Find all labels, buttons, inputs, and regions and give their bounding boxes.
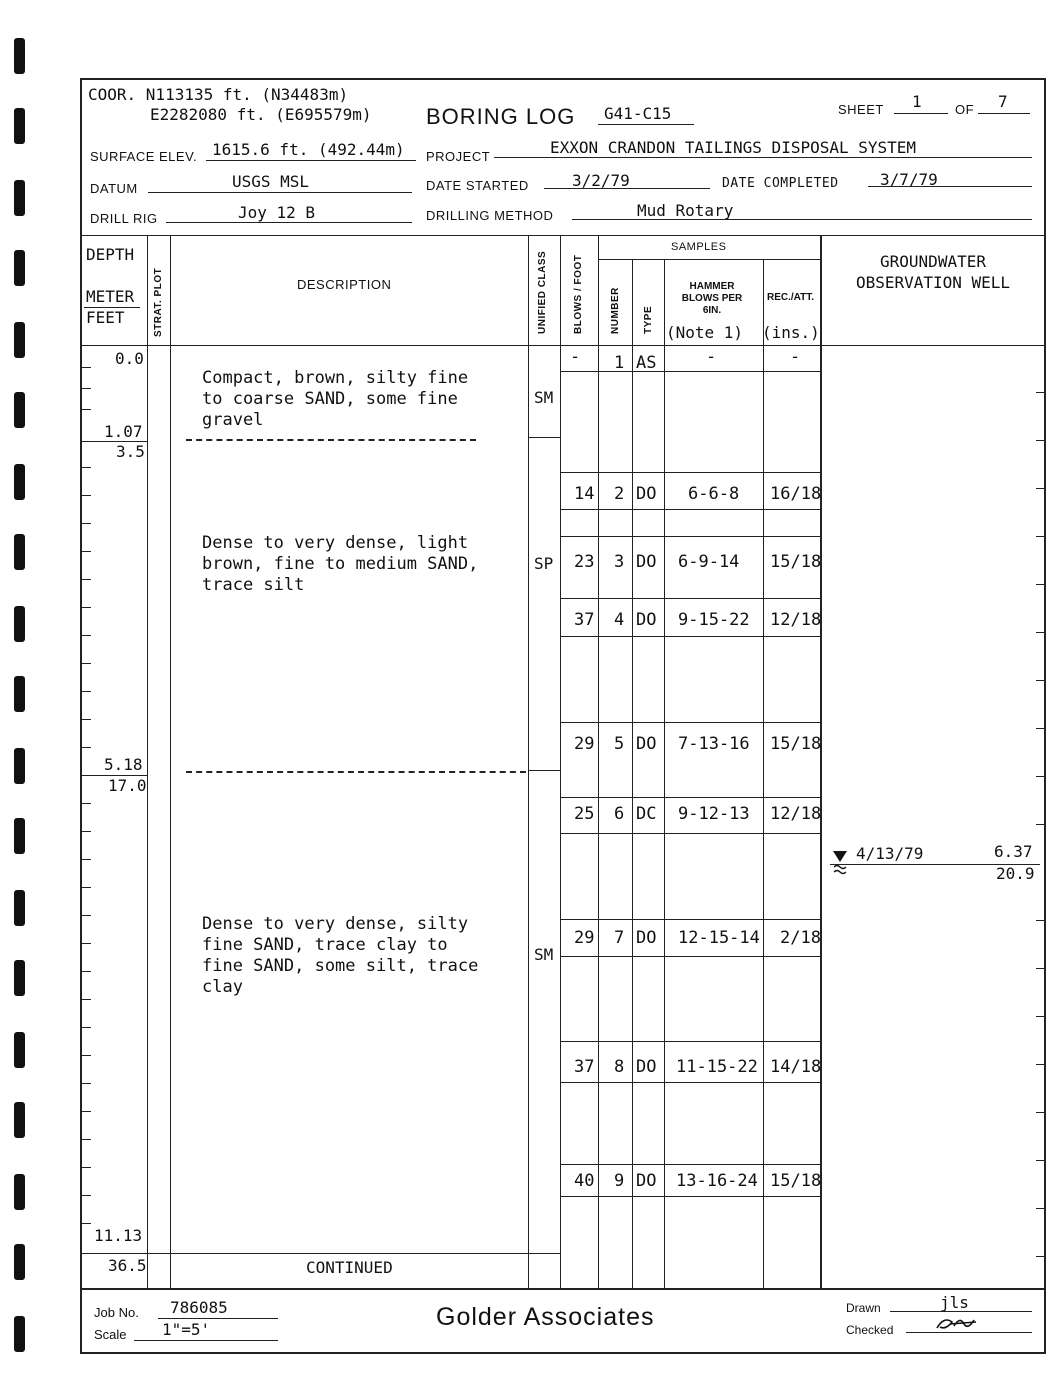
grid-line <box>560 472 820 473</box>
depth-tick <box>80 831 91 832</box>
depth-tick <box>80 523 91 524</box>
binder-hole <box>14 534 25 570</box>
drilling-method: Mud Rotary <box>637 201 734 220</box>
depth-tick <box>1036 1112 1046 1113</box>
binder-hole <box>14 250 25 286</box>
depth-tick <box>1036 824 1046 825</box>
scale-label: Scale <box>94 1327 127 1342</box>
number-cell: 4 <box>614 610 625 630</box>
depth-tick <box>1036 632 1046 633</box>
checked-underline <box>906 1332 1032 1333</box>
hammer-cell: 12-15-14 <box>678 928 760 948</box>
grid-line <box>560 509 820 510</box>
company-name: Golder Associates <box>436 1303 655 1331</box>
checked-signature <box>934 1312 982 1334</box>
description-header: DESCRIPTION <box>297 277 392 292</box>
depth-mark-feet: 3.5 <box>116 442 145 461</box>
drawn-label: Drawn <box>846 1301 881 1315</box>
depth-tick <box>80 1111 91 1112</box>
binder-hole <box>14 392 25 428</box>
stratum-description: Dense to very dense, silty fine SAND, trace clay to fine SAND, some silt, trace clay <box>202 914 479 997</box>
depth-tick <box>1036 920 1046 921</box>
hammer-cell: 13-16-24 <box>676 1171 758 1191</box>
grid-line <box>80 1288 1046 1290</box>
page-title: BORING LOG <box>426 104 576 129</box>
type-cell: DO <box>636 734 657 754</box>
date-completed-label: DATE COMPLETED <box>722 176 839 191</box>
rec-cell: 2/18 <box>780 928 821 948</box>
depth-tick <box>80 1223 91 1224</box>
blows-cell: 14 <box>574 484 595 504</box>
depth-tick <box>80 367 91 368</box>
hammer-blows-header: HAMMER BLOWS PER 6IN. <box>681 281 743 316</box>
datum-underline <box>148 192 412 193</box>
rec-att-header: REC./ATT. <box>767 292 815 303</box>
meter-header: METER <box>86 287 135 306</box>
binder-hole <box>14 1244 25 1280</box>
hammer-note: (Note 1) <box>666 323 744 342</box>
number-header: NUMBER <box>610 287 621 334</box>
grid-line <box>664 259 665 1288</box>
number-cell: 1 <box>614 353 625 373</box>
depth-tick <box>80 663 91 664</box>
hammer-cell: 9-12-13 <box>678 804 750 824</box>
groundwater-date: 4/13/79 <box>856 844 924 863</box>
binder-hole <box>14 1032 25 1068</box>
binder-hole <box>14 322 25 358</box>
depth-tick <box>80 1139 91 1140</box>
binder-hole <box>14 1102 25 1138</box>
grid-line <box>560 956 820 957</box>
depth-tick <box>1036 680 1046 681</box>
date-completed: 3/7/79 <box>880 170 938 189</box>
grid-line <box>80 235 1046 236</box>
rec-cell: 16/18 <box>770 484 822 504</box>
depth-tick <box>80 915 91 916</box>
rec-cell: 12/18 <box>770 804 822 824</box>
continued-label: CONTINUED <box>306 1258 393 1277</box>
surface-elev-underline <box>206 160 416 161</box>
depth-tick <box>80 719 91 720</box>
binder-hole <box>14 464 25 500</box>
number-cell: 2 <box>614 484 625 504</box>
blows-cell: 29 <box>574 734 595 754</box>
project-label: PROJECT <box>426 149 491 164</box>
depth-tick <box>80 579 91 580</box>
blows-cell: 40 <box>574 1171 595 1191</box>
rec-cell: 15/18 <box>770 734 822 754</box>
rec-cell: 12/18 <box>770 610 822 630</box>
grid-line <box>560 371 820 372</box>
sheet-total-underline <box>978 113 1030 114</box>
datum-value: USGS MSL <box>232 172 310 191</box>
hammer-cell: 6-9-14 <box>678 552 740 572</box>
grid-line <box>560 722 820 723</box>
rec-cell: 15/18 <box>770 552 822 572</box>
grid-line <box>820 235 822 1288</box>
binder-hole <box>14 1174 25 1210</box>
depth-tick <box>80 971 91 972</box>
binder-hole <box>14 606 25 642</box>
depth-tick <box>80 1027 91 1028</box>
type-header: TYPE <box>643 305 654 334</box>
depth-tick <box>1036 728 1046 729</box>
depth-tick <box>80 495 91 496</box>
binder-hole <box>14 676 25 712</box>
strat-plot-header: STRAT. PLOT <box>153 267 164 337</box>
samples-header: SAMPLES <box>671 241 727 253</box>
depth-tick <box>1036 536 1046 537</box>
stratum-class: SM <box>534 945 554 964</box>
depth-tick <box>1036 1256 1046 1257</box>
depth-tick <box>80 887 91 888</box>
rec-cell: 14/18 <box>770 1057 822 1077</box>
groundwater-depth-meter: 6.37 <box>994 842 1033 861</box>
binder-hole <box>14 890 25 926</box>
grid-line <box>560 536 820 537</box>
stratum-boundary <box>186 771 526 773</box>
rec-cell: - <box>790 347 801 367</box>
depth-tick <box>1036 1208 1046 1209</box>
date-started-label: DATE STARTED <box>426 178 529 193</box>
grid-line <box>598 235 599 1288</box>
depth-mark-meter: 11.13 <box>94 1226 143 1245</box>
scale-underline <box>134 1340 278 1341</box>
depth-tick <box>80 803 91 804</box>
grid-line <box>147 235 148 1288</box>
grid-line <box>560 636 820 637</box>
grid-line <box>560 1082 820 1083</box>
grid-line <box>528 437 560 438</box>
project-underline <box>494 157 1032 158</box>
drilling-method-label: DRILLING METHOD <box>426 208 554 223</box>
type-cell: DO <box>636 552 657 572</box>
grid-line <box>528 235 529 1288</box>
coordinates-north: COOR. N113135 ft. (N34483m) <box>88 85 349 104</box>
grid-line <box>528 770 560 771</box>
depth-tick <box>1036 776 1046 777</box>
depth-tick <box>80 467 91 468</box>
hammer-cell: 9-15-22 <box>678 610 750 630</box>
number-cell: 9 <box>614 1171 625 1191</box>
blows-cell: 23 <box>574 552 595 572</box>
sheet-total: 7 <box>998 92 1008 111</box>
stratum-boundary <box>186 439 476 441</box>
binder-hole <box>14 38 25 74</box>
depth-tick <box>80 551 91 552</box>
depth-mark-meter: 5.18 <box>104 755 143 774</box>
sheet-label: SHEET <box>838 102 884 117</box>
blows-cell: 37 <box>574 1057 595 1077</box>
hammer-cell: 7-13-16 <box>678 734 750 754</box>
depth-mark-meter: 1.07 <box>104 422 143 441</box>
binder-hole <box>14 818 25 854</box>
scale-value: 1"=5' <box>162 1320 211 1339</box>
depth-tick <box>1036 1160 1046 1161</box>
log-id-underline <box>598 124 694 125</box>
drill-rig: Joy 12 B <box>238 203 316 222</box>
log-id: G41-C15 <box>604 104 672 123</box>
date-started-underline <box>544 188 710 189</box>
drawn-initials: jls <box>940 1293 969 1312</box>
hammer-cell: 11-15-22 <box>676 1057 758 1077</box>
drilling-method-underline <box>572 219 1032 220</box>
number-cell: 6 <box>614 804 625 824</box>
type-cell: AS <box>636 353 657 373</box>
depth-tick <box>80 1055 91 1056</box>
feet-header: FEET <box>86 308 125 327</box>
hammer-cell: 6-6-8 <box>688 484 740 504</box>
surface-elev-label: SURFACE ELEV. <box>90 149 198 164</box>
grid-line <box>560 1164 820 1165</box>
type-cell: DO <box>636 1057 657 1077</box>
depth-tick <box>1036 488 1046 489</box>
job-number: 786085 <box>170 1298 228 1317</box>
grid-line <box>560 919 820 920</box>
grid-line <box>560 797 820 798</box>
depth-tick <box>1036 1064 1046 1065</box>
of-label: OF <box>955 102 975 117</box>
grid-line <box>763 259 764 1288</box>
depth-tick <box>80 607 91 608</box>
binder-hole <box>14 960 25 996</box>
grid-line <box>632 259 633 1288</box>
sheet-underline <box>894 113 948 114</box>
depth-tick <box>80 747 91 748</box>
depth-tick <box>80 635 91 636</box>
depth-tick <box>1036 584 1046 585</box>
type-cell: DO <box>636 1171 657 1191</box>
number-cell: 7 <box>614 928 625 948</box>
depth-tick <box>80 691 91 692</box>
type-cell: DO <box>636 928 657 948</box>
grid-line <box>560 1041 820 1042</box>
binder-hole <box>14 748 25 784</box>
stratum-description: Compact, brown, silty fine to coarse SAND, some fine gravel <box>202 368 469 430</box>
grid-line <box>560 235 561 1288</box>
grid-line <box>560 833 820 834</box>
datum-label: DATUM <box>90 181 138 196</box>
blows-cell: 25 <box>574 804 595 824</box>
binder-hole <box>14 108 25 144</box>
grid-line <box>560 1196 820 1197</box>
job-number-underline <box>158 1318 278 1319</box>
depth-mark-feet: 36.5 <box>108 1256 147 1275</box>
rec-cell: 15/18 <box>770 1171 822 1191</box>
depth-header: DEPTH <box>86 245 135 264</box>
number-cell: 8 <box>614 1057 625 1077</box>
depth-mark-feet: 17.0 <box>108 776 147 795</box>
hammer-cell: - <box>706 347 717 367</box>
groundwater-depth-feet: 20.9 <box>996 864 1035 883</box>
project-name: EXXON CRANDON TAILINGS DISPOSAL SYSTEM <box>550 138 917 157</box>
binder-hole <box>14 1316 25 1352</box>
stratum-class: SP <box>534 554 554 573</box>
groundwater-header: GROUNDWATER OBSERVATION WELL <box>855 252 1011 292</box>
checked-label: Checked <box>846 1323 894 1337</box>
depth-mark: 0.0 <box>115 349 144 368</box>
depth-tick <box>1036 392 1046 393</box>
binder-hole <box>14 180 25 216</box>
depth-tick <box>80 388 91 389</box>
rec-units: (ins.) <box>762 323 820 342</box>
coordinates-east: E2282080 ft. (E695579m) <box>150 105 372 124</box>
date-started: 3/2/79 <box>572 171 630 190</box>
depth-tick <box>80 1195 91 1196</box>
blows-cell: - <box>570 347 581 367</box>
depth-tick <box>80 999 91 1000</box>
drill-rig-label: DRILL RIG <box>90 211 158 226</box>
depth-tick <box>80 1167 91 1168</box>
date-completed-underline <box>868 186 1032 187</box>
depth-tick <box>1036 968 1046 969</box>
depth-tick <box>80 859 91 860</box>
blows-per-foot-header: BLOWS / FOOT <box>573 254 584 334</box>
stratum-class: SM <box>534 388 554 407</box>
number-cell: 5 <box>614 734 625 754</box>
depth-tick <box>1036 1016 1046 1017</box>
grid-line <box>170 235 171 1288</box>
number-cell: 3 <box>614 552 625 572</box>
grid-line <box>80 345 1046 346</box>
drill-rig-underline <box>166 222 412 223</box>
blows-cell: 29 <box>574 928 595 948</box>
job-number-label: Job No. <box>94 1305 139 1320</box>
depth-tick <box>1036 440 1046 441</box>
grid-line <box>80 1253 560 1254</box>
sheet-number: 1 <box>912 92 922 111</box>
grid-line <box>560 598 820 599</box>
depth-tick <box>80 1083 91 1084</box>
blows-cell: 37 <box>574 610 595 630</box>
surface-elev: 1615.6 ft. (492.44m) <box>212 140 405 159</box>
type-cell: DO <box>636 484 657 504</box>
depth-tick <box>80 409 91 410</box>
depth-tick <box>80 943 91 944</box>
type-cell: DO <box>636 610 657 630</box>
type-cell: DC <box>636 804 657 824</box>
unified-class-header: UNIFIED CLASS <box>537 250 548 334</box>
stratum-description: Dense to very dense, light brown, fine to medium SAND, trace silt <box>202 533 479 595</box>
